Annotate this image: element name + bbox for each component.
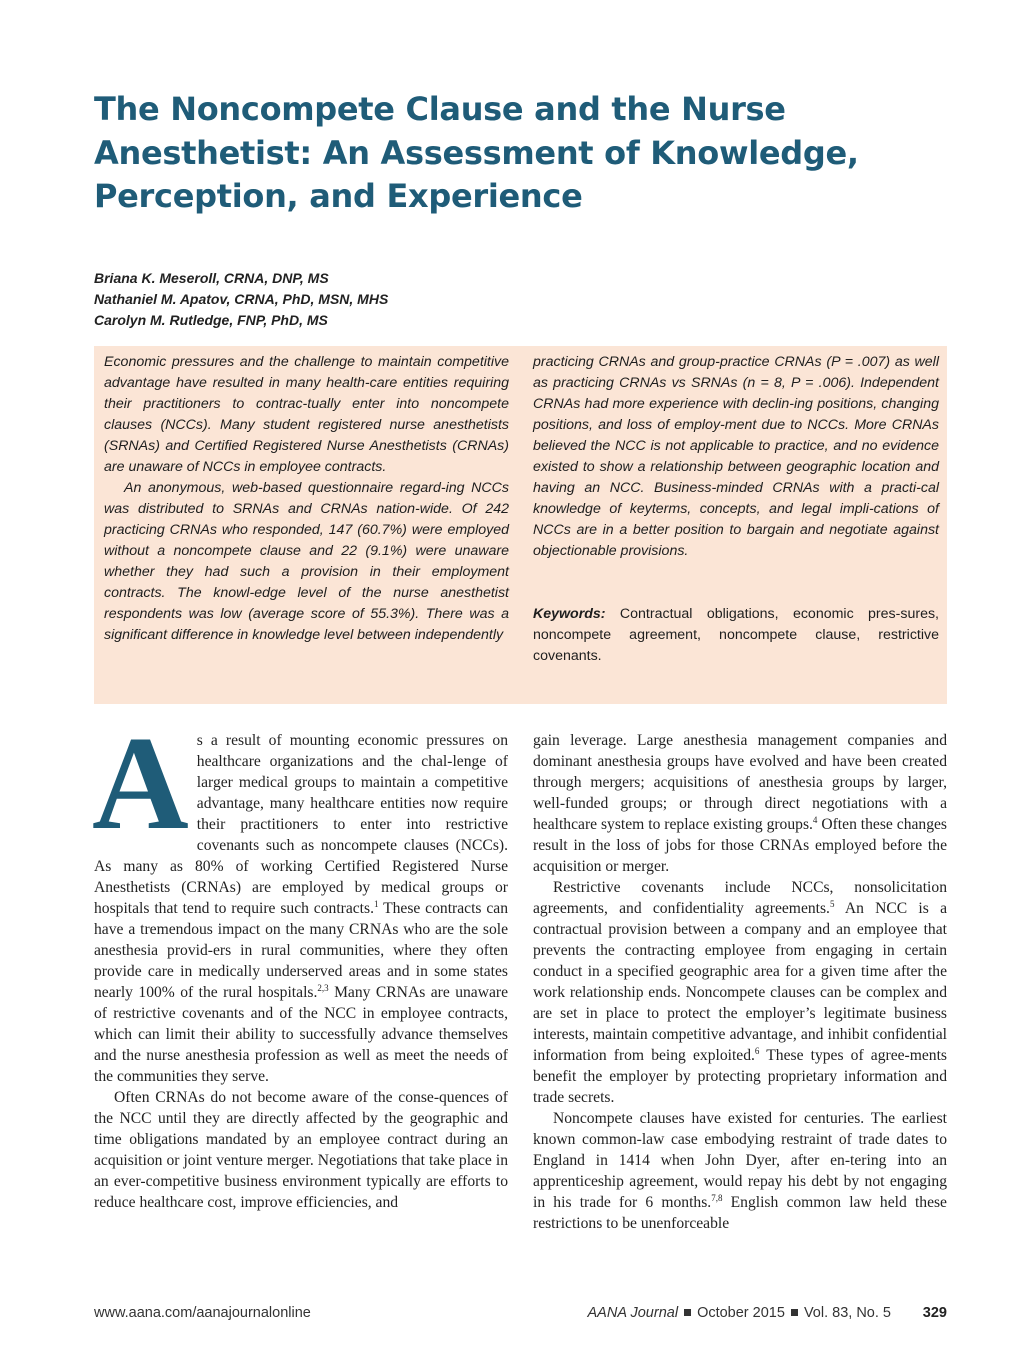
body-paragraph-4 [533, 877, 947, 1108]
keywords-text: Contractual obligations, economic pres-sures, noncompete agreement, noncompete clause, restrictive covenants. [533, 606, 939, 664]
body-text: Restrictive covenants include NCCs, nonsolicitation agreements, and confidentiality agreements. [533, 879, 947, 917]
body-text: s a result of mounting economic pressures on healthcare organizations and the chal-lenge of larger medical groups to maintain a competitive advantage, many healthcare entities now require their practitioners to enter into restrictive covenants such as noncompete clauses (NCCs). As many as 80% of working Certified Registered Nurse Anesthetists (CRNAs) are employed by medical groups or hospitals that tend to require such contracts. [94, 732, 508, 917]
abstract-column-left [104, 352, 509, 646]
page-footer [94, 1305, 947, 1327]
body-text: Many CRNAs are unaware of restrictive covenants and of the NCC in employee contracts, which can limit their ability to successfully advance themselves and the nurse anesthesia profession as well as meet the needs of the communities they serve. [94, 984, 509, 1085]
citation: 4 [812, 814, 818, 825]
citation: 1 [373, 898, 379, 909]
body-paragraph-1 [92, 709, 509, 1087]
citation: 6 [754, 1045, 760, 1056]
title-line-3: Perception, and Experience [94, 177, 583, 215]
body-text: Noncompete clauses have existed for centuries. The earliest known common-law case embodying restraint of trade dates to England in 1414 when John Dyer, after en-tering into an apprenticeship agreement, would repay his debt by not engaging in his trade for 6 months. [533, 1110, 947, 1211]
journal-citation [588, 1305, 891, 1321]
abstract-paragraph-3: practicing CRNAs and group-practice CRNAs (P = .007) as well as practicing CRNAs vs SRNAs (n = 8, P = .006). Independent CRNAs had more experience with declin-ing positions, changing positions, and loss of employ-ment due to NCCs. More CRNAs believed the NCC is not applicable to practice, and no evidence existed to show a relationship between geographic location and having an NCC. Business-minded CRNAs with a practi-cal knowledge of keyterms, concepts, and legal impli-cations of NCCs are in a better position to bargain and negotiate against objectionable provisions. [533, 354, 939, 559]
keywords-label: Keywords: [533, 606, 606, 622]
drop-cap: A [92, 709, 189, 857]
body-text: Often these changes result in the loss of jobs for those CRNAs employed before the acquisition or merger. [533, 816, 947, 875]
journal-url-link[interactable]: www.aana.com/aanajournalonline [94, 1305, 311, 1321]
title-line-1: The Noncompete Clause and the Nurse [94, 90, 786, 128]
title-line-2: Anesthetist: An Assessment of Knowledge, [94, 133, 859, 172]
article-title [94, 88, 954, 219]
square-bullet-icon [791, 1309, 798, 1316]
issue-date: October 2015 [697, 1305, 785, 1321]
citation: 2,3 [317, 982, 329, 993]
body-text: English common law held these restrictions to be unenforceable [533, 1194, 947, 1232]
body-paragraph-5 [533, 1108, 947, 1234]
body-paragraph-3 [533, 730, 947, 877]
author-1: Briana K. Meseroll, CRNA, DNP, MS [94, 270, 329, 286]
abstract-paragraph-1: Economic pressures and the challenge to maintain competitive advantage have resulted in many health-care entities requiring their practitioners to contrac-tually enter into noncompete clauses (NCCs). Many student registered nurse anesthetists (SRNAs) and Certified Registered Nurse Anesthetists (CRNAs) are unaware of NCCs in employee contracts. [104, 354, 509, 475]
abstract-paragraph-2: An anonymous, web-based questionnaire regard-ing NCCs was distributed to SRNAs and CRNAs nation-wide. Of 242 practicing CRNAs who responded, 147 (60.7%) were employed without a noncompete clause and 22 (9.1%) were unaware whether they had such a provision in their employment contracts. The knowl-edge level of the nurse anesthetist respondents was low (average score of 55.3%). There was a significant difference in knowledge level between independently [104, 480, 509, 643]
body-column-left [92, 709, 509, 1213]
body-text: These contracts can have a tremendous impact on the many CRNAs who are the sole anesthesia provid-ers in rural communities, where they often provide care in medically underserved areas and in some states nearly 100% of the rural hospitals. [94, 900, 508, 1001]
body-column-right [533, 730, 947, 1234]
citation: 7,8 [711, 1192, 723, 1203]
abstract-column-right [533, 352, 939, 667]
author-3: Carolyn M. Rutledge, FNP, PhD, MS [94, 312, 328, 328]
body-text: An NCC is a contractual provision between a company and an employee that prevents the contracting employee from engaging in certain conduct in a specified geographic area for a given time after the work relationship ends. Noncompete clauses can be complex and are set in place to protect the employer’s legitimate business interests, maintain competitive advantage, and inhibit confidential information from being exploited. [533, 900, 947, 1064]
author-list [94, 268, 694, 331]
keywords [533, 604, 939, 667]
author-2: Nathaniel M. Apatov, CRNA, PhD, MSN, MHS [94, 291, 389, 307]
page-number: 329 [922, 1305, 947, 1321]
body-text: gain leverage. Large anesthesia management companies and dominant anesthesia groups have evolved and have been created through mergers; acquisitions of anesthesia groups by larger, well-funded groups; or through direct negotiations with a healthcare system to replace existing groups. [533, 732, 947, 833]
body-paragraph-2: Often CRNAs do not become aware of the conse-quences of the NCC until they are directly affected by the geographic and time obligations mandated by an employee contract during an acquisition or joint venture merger. Negotiations that take place in an ever-competitive business environment typically are efforts to reduce healthcare cost, improve efficiencies, and [94, 1089, 508, 1211]
volume-number: Vol. 83, No. 5 [803, 1305, 891, 1321]
journal-name: AANA Journal [587, 1305, 679, 1321]
body-text: These types of agree-ments benefit the employer by protecting proprietary information and trade secrets. [533, 1047, 947, 1106]
square-bullet-icon [684, 1309, 691, 1316]
abstract-box [94, 346, 947, 704]
citation: 5 [829, 898, 835, 909]
